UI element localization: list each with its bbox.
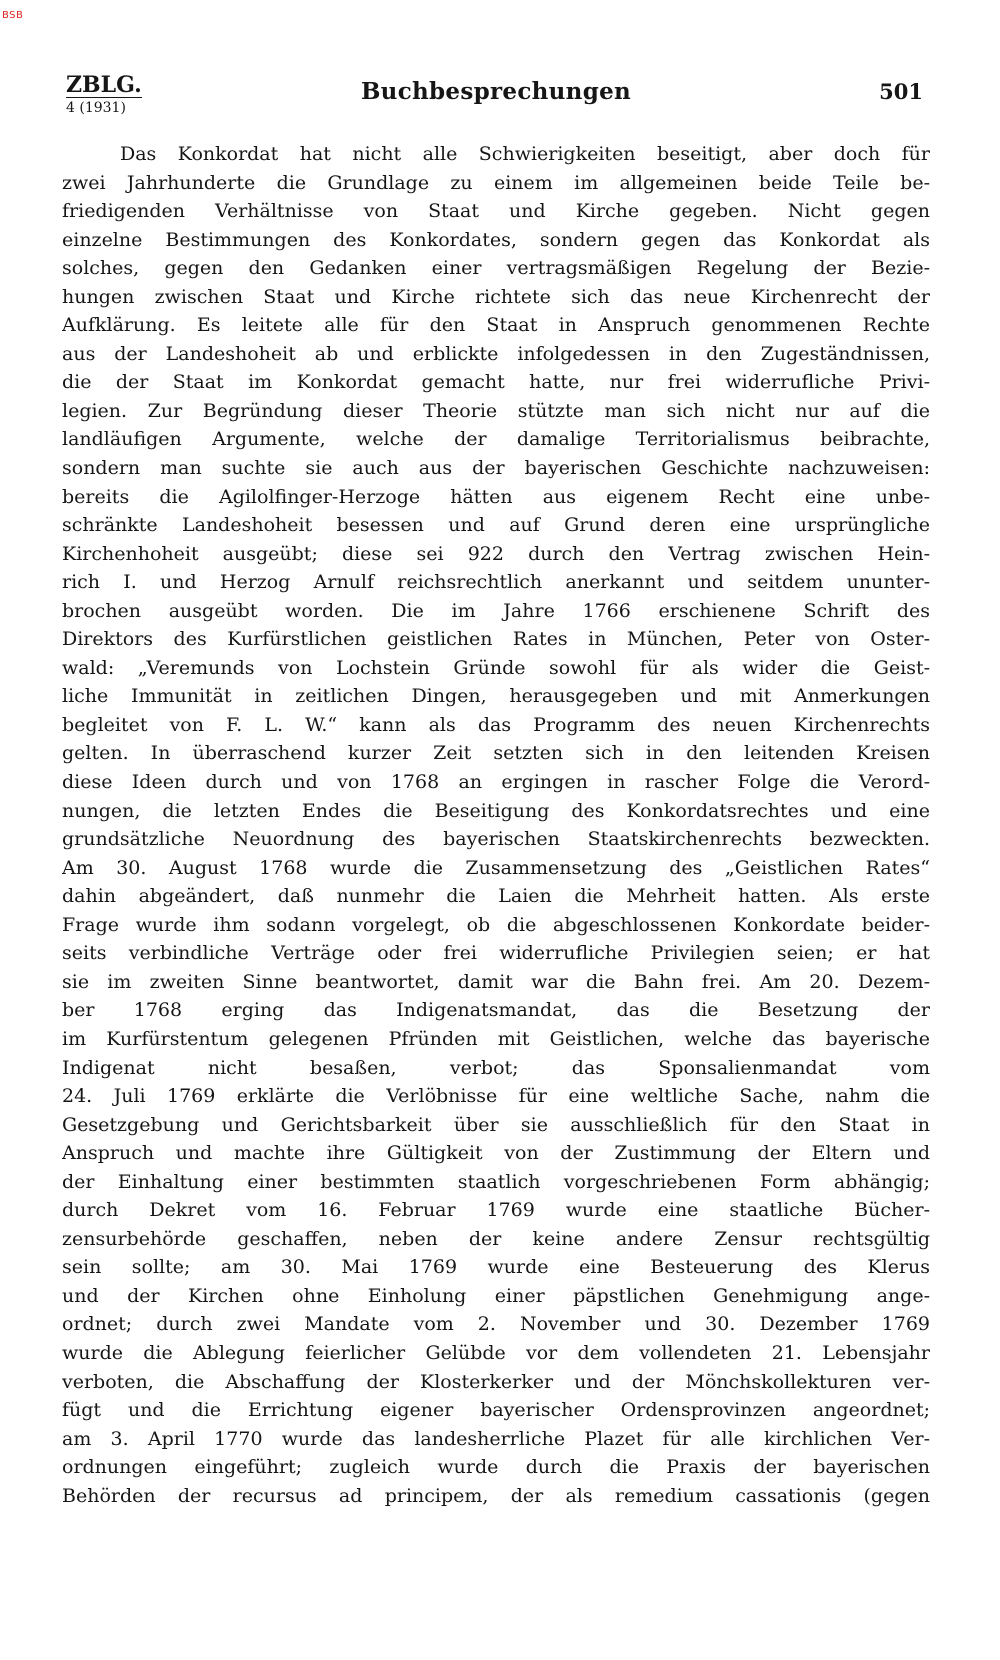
text-line: Anspruch und machte ihre Gültigkeit von der Zustimmung der Eltern und bbox=[62, 1142, 930, 1165]
text-line: brochen ausgeübt worden. Die im Jahre 1766 erschienene Schrift des bbox=[62, 599, 930, 622]
text-line: hungen zwischen Staat und Kirche richtete sich das neue Kirchenrecht der bbox=[62, 285, 930, 308]
text-line: Direktors des Kurfürstlichen geistlichen Rates in München, Peter von Oster- bbox=[62, 628, 930, 651]
text-line: ordnungen eingeführt; zugleich wurde durch die Praxis der bayerischen bbox=[62, 1456, 930, 1479]
volume-year: 4 (1931) bbox=[66, 100, 126, 116]
text-line: gelten. In überraschend kurzer Zeit setzten sich in den leitenden Kreisen bbox=[62, 742, 930, 765]
text-line: schränkte Landeshoheit besessen und auf Grund deren eine ursprüngliche bbox=[62, 514, 930, 537]
text-line: am 3. April 1770 wurde das landesherrliche Plazet für alle kirchlichen Ver- bbox=[62, 1427, 930, 1450]
text-line: wald: „Veremunds von Lochstein Gründe sowohl für als wider die Geist- bbox=[62, 656, 930, 679]
text-line: und der Kirchen ohne Einholung einer päpstlichen Genehmigung ange- bbox=[62, 1284, 930, 1307]
running-title: Buchbesprechungen bbox=[360, 78, 632, 105]
text-line: zensurbehörde geschaffen, neben der keine andere Zensur rechtsgültig bbox=[62, 1227, 930, 1250]
text-line: fügt und die Errichtung eigener bayerischer Ordensprovinzen angeordnet; bbox=[62, 1399, 930, 1422]
text-line: legien. Zur Begründung dieser Theorie stützte man sich nicht nur auf die bbox=[62, 399, 930, 422]
text-line: bereits die Agilolfinger-Herzoge hätten aus eigenem Recht eine unbe- bbox=[62, 485, 930, 508]
text-line: sie im zweiten Sinne beantwortet, damit war die Bahn frei. Am 20. Dezem- bbox=[62, 970, 930, 993]
text-line: einzelne Bestimmungen des Konkordates, sondern gegen das Konkordat als bbox=[62, 228, 930, 251]
text-line: grundsätzliche Neuordnung des bayerischen Staatskirchenrechts bezweckten. bbox=[62, 828, 930, 851]
text-line: seits verbindliche Verträge oder frei widerrufliche Privilegien seien; er hat bbox=[62, 942, 930, 965]
text-line: sondern man suchte sie auch aus der bayerischen Geschichte nachzuweisen: bbox=[62, 457, 930, 480]
text-line: landläufigen Argumente, welche der damalige Territorialismus beibrachte, bbox=[62, 428, 930, 451]
text-line: wurde die Ablegung feierlicher Gelübde vor dem vollendeten 21. Lebensjahr bbox=[62, 1341, 930, 1364]
text-line: zwei Jahrhunderte die Grundlage zu einem im allgemeinen beide Teile be- bbox=[62, 171, 930, 194]
text-line: sein sollte; am 30. Mai 1769 wurde eine Besteuerung des Klerus bbox=[62, 1256, 930, 1279]
text-line: Gesetzgebung und Gerichtsbarkeit über sie ausschließlich für den Staat in bbox=[62, 1113, 930, 1136]
text-line: die der Staat im Konkordat gemacht hatte, nur frei widerrufliche Privi- bbox=[62, 371, 930, 394]
text-line: diese Ideen durch und von 1768 an ergingen in rascher Folge die Verord- bbox=[62, 771, 930, 794]
library-watermark: BSB bbox=[2, 10, 24, 21]
text-line: solches, gegen den Gedanken einer vertragsmäßigen Regelung der Bezie- bbox=[62, 257, 930, 280]
text-line: im Kurfürstentum gelegenen Pfründen mit Geistlichen, welche das bayerische bbox=[62, 1027, 930, 1050]
text-line: Indigenat nicht besaßen, verbot; das Sponsalienmandat vom bbox=[62, 1056, 930, 1079]
text-line: ordnet; durch zwei Mandate vom 2. November und 30. Dezember 1769 bbox=[62, 1313, 930, 1336]
page-number: 501 bbox=[879, 79, 923, 104]
text-line: Aufklärung. Es leitete alle für den Staat in Anspruch genommenen Rechte bbox=[62, 314, 930, 337]
text-line: der Einhaltung einer bestimmten staatlich vorgeschriebenen Form abhängig; bbox=[62, 1170, 930, 1193]
text-line: dahin abgeändert, daß nunmehr die Laien die Mehrheit hatten. Als erste bbox=[62, 885, 930, 908]
text-line: begleitet von F. L. W.“ kann als das Programm des neuen Kirchenrechts bbox=[62, 713, 930, 736]
journal-abbreviation: ZBLG. bbox=[66, 72, 142, 98]
body-text bbox=[62, 140, 930, 1510]
text-line: friedigenden Verhältnisse von Staat und Kirche gegeben. Nicht gegen bbox=[62, 200, 930, 223]
text-line: verboten, die Abschaffung der Klosterkerker und der Mönchskollekturen ver- bbox=[62, 1370, 930, 1393]
text-line: ber 1768 erging das Indigenatsmandat, das die Besetzung der bbox=[62, 999, 930, 1022]
text-line: Am 30. August 1768 wurde die Zusammensetzung des „Geistlichen Rates“ bbox=[62, 856, 930, 879]
text-line: liche Immunität in zeitlichen Dingen, herausgegeben und mit Anmerkungen bbox=[62, 685, 930, 708]
text-line: Frage wurde ihm sodann vorgelegt, ob die abgeschlossenen Konkordate beider- bbox=[62, 913, 930, 936]
text-line: Das Konkordat hat nicht alle Schwierigkeiten beseitigt, aber doch für bbox=[120, 143, 930, 165]
text-line: Kirchenhoheit ausgeübt; diese sei 922 durch den Vertrag zwischen Hein- bbox=[62, 542, 930, 565]
text-line: 24. Juli 1769 erklärte die Verlöbnisse für eine weltliche Sache, nahm die bbox=[62, 1085, 930, 1108]
text-line: durch Dekret vom 16. Februar 1769 wurde eine staatliche Bücher- bbox=[62, 1199, 930, 1222]
page-header bbox=[66, 74, 926, 118]
text-line: aus der Landeshoheit ab und erblickte infolgedessen in den Zugeständnissen, bbox=[62, 342, 930, 365]
text-line: nungen, die letzten Endes die Beseitigung des Konkordatsrechtes und eine bbox=[62, 799, 930, 822]
text-line: rich I. und Herzog Arnulf reichsrechtlich anerkannt und seitdem ununter- bbox=[62, 571, 930, 594]
text-line: Behörden der recursus ad principem, der als remedium cassationis (gegen bbox=[62, 1484, 930, 1507]
